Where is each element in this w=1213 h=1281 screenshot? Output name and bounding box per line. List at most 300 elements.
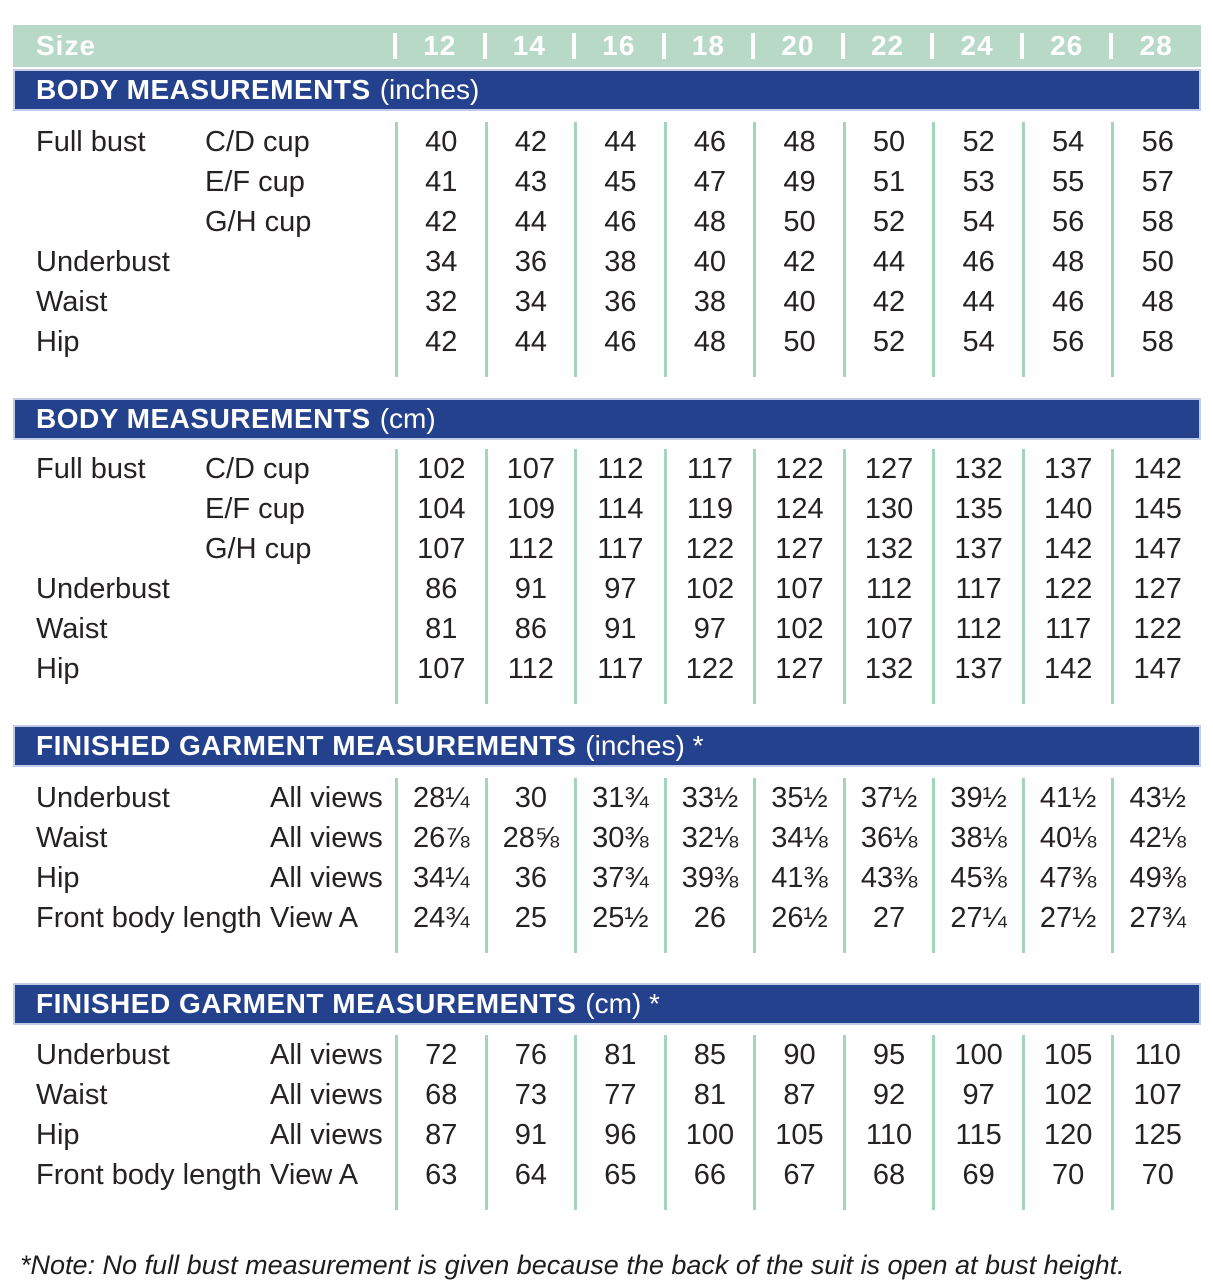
spacer-cell	[1022, 1195, 1112, 1210]
measurement-value: 40	[664, 242, 754, 282]
spacer-cell	[270, 938, 395, 953]
measurement-value: 43	[485, 162, 575, 202]
row-label	[13, 489, 205, 529]
measurement-value: 50	[753, 202, 843, 242]
measurement-value: 107	[395, 649, 485, 689]
measurement-value: 140	[1022, 489, 1112, 529]
row-sublabel: All views	[270, 862, 383, 894]
size-column-header: 26	[1022, 25, 1112, 67]
measurement-value: 36	[485, 242, 575, 282]
measurement-value: 42	[485, 122, 575, 162]
measurement-value: 38	[664, 282, 754, 322]
measurement-value: 127	[843, 449, 933, 489]
measurement-value: 45	[574, 162, 664, 202]
spacer-cell	[395, 362, 485, 377]
measurement-value: 40	[753, 282, 843, 322]
measurement-value: 35½	[753, 778, 843, 818]
measurement-value: 122	[753, 449, 843, 489]
measurement-row	[13, 449, 1201, 489]
spacer-cell	[574, 1195, 664, 1210]
spacer-cell	[485, 689, 575, 704]
row-label: Waist	[36, 613, 108, 645]
measurement-value: 102	[664, 569, 754, 609]
measurement-value: 127	[1111, 569, 1201, 609]
measurement-row	[13, 778, 1201, 818]
spacer-cell	[932, 362, 1022, 377]
measurement-value: 25½	[574, 898, 664, 938]
separator-extension	[13, 1195, 1201, 1210]
spacer-cell	[753, 938, 843, 953]
measurement-value: 46	[1022, 282, 1112, 322]
measurement-value: 39⅜	[664, 858, 754, 898]
row-sublabel	[205, 649, 395, 689]
measurement-value: 132	[932, 449, 1022, 489]
measurement-value: 112	[932, 609, 1022, 649]
section-header-body-measurements-cm	[13, 398, 1201, 440]
spacer-cell	[753, 1195, 843, 1210]
measurement-value: 54	[932, 322, 1022, 362]
row-label: Front body length	[36, 902, 262, 934]
measurement-value: 100	[932, 1035, 1022, 1075]
measurement-value: 47	[664, 162, 754, 202]
row-sublabel	[205, 322, 395, 362]
size-column-header: 14	[485, 25, 575, 67]
measurement-value: 76	[485, 1035, 575, 1075]
row-label	[13, 202, 205, 242]
row-sublabel	[205, 242, 395, 282]
measurement-value: 142	[1022, 529, 1112, 569]
section-title: FINISHED GARMENT MEASUREMENTS	[36, 988, 577, 1019]
measurement-value: 42	[395, 202, 485, 242]
measurement-value: 122	[1022, 569, 1112, 609]
measurement-value: 52	[932, 122, 1022, 162]
measurement-value: 132	[843, 529, 933, 569]
measurement-value: 81	[574, 1035, 664, 1075]
measurement-value: 97	[664, 609, 754, 649]
measurement-value: 46	[574, 322, 664, 362]
measurement-row	[13, 1035, 1201, 1075]
spacer-cell	[485, 1195, 575, 1210]
row-label	[13, 162, 205, 202]
row-sublabel: View A	[270, 902, 359, 934]
size-column-header: 20	[753, 25, 843, 67]
row-label: Underbust	[36, 1039, 170, 1071]
row-label: Waist	[36, 286, 108, 318]
spacer-cell	[843, 689, 933, 704]
spacer-cell	[13, 362, 205, 377]
measurement-value: 70	[1111, 1155, 1201, 1195]
measurement-value: 36⅛	[843, 818, 933, 858]
measurement-value: 68	[395, 1075, 485, 1115]
measurement-value: 27¼	[932, 898, 1022, 938]
measurement-value: 117	[932, 569, 1022, 609]
size-header-label: Size	[36, 30, 97, 61]
measurement-value: 137	[1022, 449, 1112, 489]
measurement-value: 41½	[1022, 778, 1112, 818]
measurement-value: 42	[753, 242, 843, 282]
measurement-value: 48	[664, 202, 754, 242]
measurement-value: 65	[574, 1155, 664, 1195]
measurement-row	[13, 1115, 1201, 1155]
measurement-value: 91	[574, 609, 664, 649]
row-sublabel: G/H cup	[205, 206, 312, 238]
measurement-value: 42	[395, 322, 485, 362]
measurement-value: 127	[753, 649, 843, 689]
spacer-cell	[13, 938, 270, 953]
spacer-cell	[932, 938, 1022, 953]
section-header-finished-garment-measurements-inches	[13, 725, 1201, 767]
section-title: BODY MEASUREMENTS	[36, 403, 371, 434]
measurement-value: 37¾	[574, 858, 664, 898]
measurement-value: 58	[1111, 202, 1201, 242]
measurement-value: 115	[932, 1115, 1022, 1155]
measurement-value: 27	[843, 898, 933, 938]
measurement-row	[13, 162, 1201, 202]
section-title-suffix: (cm) *	[585, 988, 660, 1019]
measurement-value: 147	[1111, 649, 1201, 689]
spacer-cell	[395, 1195, 485, 1210]
measurement-value: 107	[395, 529, 485, 569]
footnote: *Note: No full bust measurement is given because the back of the suit is open at bust height.	[20, 1250, 1125, 1280]
size-column-header: 22	[843, 25, 933, 67]
spacer-cell	[843, 1195, 933, 1210]
measurement-value: 110	[1111, 1035, 1201, 1075]
measurement-value: 46	[664, 122, 754, 162]
spacer-cell	[485, 938, 575, 953]
measurement-value: 52	[843, 202, 933, 242]
spacer-cell	[395, 938, 485, 953]
section-title-suffix: (inches) *	[585, 730, 704, 761]
measurement-row	[13, 1075, 1201, 1115]
measurement-row	[13, 1155, 1201, 1195]
measurement-value: 39½	[932, 778, 1022, 818]
measurement-row	[13, 242, 1201, 282]
measurement-row	[13, 122, 1201, 162]
measurement-value: 102	[753, 609, 843, 649]
row-label: Hip	[36, 653, 80, 685]
row-label: Hip	[36, 1119, 80, 1151]
measurement-value: 90	[753, 1035, 843, 1075]
measurement-value: 34	[395, 242, 485, 282]
measurement-value: 30⅜	[574, 818, 664, 858]
measurement-value: 54	[932, 202, 1022, 242]
measurement-value: 34¼	[395, 858, 485, 898]
measurement-value: 117	[664, 449, 754, 489]
measurement-value: 127	[753, 529, 843, 569]
row-sublabel: E/F cup	[205, 166, 305, 198]
measurement-value: 112	[485, 529, 575, 569]
row-sublabel: All views	[270, 1039, 383, 1071]
size-column-header: 28	[1111, 25, 1201, 67]
measurement-value: 50	[843, 122, 933, 162]
spacer-cell	[395, 689, 485, 704]
section-title: FINISHED GARMENT MEASUREMENTS	[36, 730, 577, 761]
row-sublabel: View A	[270, 1159, 359, 1191]
measurement-value: 100	[664, 1115, 754, 1155]
row-sublabel: C/D cup	[205, 126, 310, 158]
size-chart-content	[13, 25, 1201, 1281]
measurement-row	[13, 489, 1201, 529]
measurement-value: 104	[395, 489, 485, 529]
size-header-row	[13, 25, 1201, 67]
row-sublabel: All views	[270, 1079, 383, 1111]
measurement-row	[13, 649, 1201, 689]
measurement-sections	[13, 69, 1201, 1224]
measurement-value: 56	[1022, 202, 1112, 242]
measurement-row	[13, 898, 1201, 938]
measurement-value: 117	[574, 529, 664, 569]
measurement-value: 117	[1022, 609, 1112, 649]
measurement-value: 27¾	[1111, 898, 1201, 938]
section-rows-finished-garment-measurements-inches	[13, 778, 1201, 967]
measurement-value: 69	[932, 1155, 1022, 1195]
section-header-body-measurements-inches	[13, 69, 1201, 111]
row-label: Hip	[36, 326, 80, 358]
measurement-value: 91	[485, 569, 575, 609]
measurement-value: 125	[1111, 1115, 1201, 1155]
row-label: Front body length	[36, 1159, 262, 1191]
measurement-value: 68	[843, 1155, 933, 1195]
spacer-cell	[753, 362, 843, 377]
spacer-cell	[13, 689, 205, 704]
measurement-value: 102	[1022, 1075, 1112, 1115]
measurement-value: 44	[932, 282, 1022, 322]
size-columns	[395, 25, 1201, 67]
measurement-value: 63	[395, 1155, 485, 1195]
measurement-row	[13, 282, 1201, 322]
measurement-value: 107	[843, 609, 933, 649]
section-rows-body-measurements-inches	[13, 122, 1201, 391]
measurement-value: 44	[485, 202, 575, 242]
measurement-value: 38⅛	[932, 818, 1022, 858]
separator-extension	[13, 362, 1201, 377]
measurement-value: 54	[1022, 122, 1112, 162]
measurement-value: 26½	[753, 898, 843, 938]
spacer-cell	[205, 362, 395, 377]
measurement-value: 26⅞	[395, 818, 485, 858]
measurement-value: 37½	[843, 778, 933, 818]
measurement-value: 56	[1022, 322, 1112, 362]
measurement-value: 142	[1022, 649, 1112, 689]
measurement-value: 142	[1111, 449, 1201, 489]
measurement-value: 48	[753, 122, 843, 162]
measurement-value: 34⅛	[753, 818, 843, 858]
size-column-header: 24	[932, 25, 1022, 67]
row-label: Full bust	[36, 126, 146, 158]
measurement-value: 46	[932, 242, 1022, 282]
measurement-value: 147	[1111, 529, 1201, 569]
measurement-value: 49	[753, 162, 843, 202]
measurement-value: 145	[1111, 489, 1201, 529]
row-sublabel: All views	[270, 822, 383, 854]
measurement-value: 32	[395, 282, 485, 322]
measurement-value: 91	[485, 1115, 575, 1155]
measurement-value: 48	[664, 322, 754, 362]
spacer-cell	[932, 1195, 1022, 1210]
measurement-value: 86	[485, 609, 575, 649]
measurement-row	[13, 202, 1201, 242]
measurement-value: 81	[395, 609, 485, 649]
measurement-value: 36	[574, 282, 664, 322]
measurement-value: 87	[753, 1075, 843, 1115]
measurement-value: 117	[574, 649, 664, 689]
measurement-value: 44	[574, 122, 664, 162]
measurement-value: 66	[664, 1155, 754, 1195]
spacer-cell	[843, 362, 933, 377]
row-label: Waist	[36, 822, 108, 854]
spacer-cell	[1111, 1195, 1201, 1210]
measurement-value: 114	[574, 489, 664, 529]
measurement-value: 43⅜	[843, 858, 933, 898]
row-label: Underbust	[36, 782, 170, 814]
measurement-value: 45⅜	[932, 858, 1022, 898]
measurement-value: 86	[395, 569, 485, 609]
measurement-row	[13, 818, 1201, 858]
row-sublabel: C/D cup	[205, 453, 310, 485]
row-sublabel: G/H cup	[205, 533, 312, 565]
spacer-cell	[664, 938, 754, 953]
measurement-value: 50	[1111, 242, 1201, 282]
row-label: Hip	[36, 862, 80, 894]
measurement-value: 56	[1111, 122, 1201, 162]
measurement-value: 120	[1022, 1115, 1112, 1155]
measurement-value: 42⅛	[1111, 818, 1201, 858]
size-column-header: 16	[574, 25, 664, 67]
spacer-cell	[932, 689, 1022, 704]
measurement-value: 57	[1111, 162, 1201, 202]
measurement-value: 107	[753, 569, 843, 609]
measurement-value: 44	[843, 242, 933, 282]
row-sublabel	[205, 569, 395, 609]
measurement-value: 112	[485, 649, 575, 689]
measurement-value: 77	[574, 1075, 664, 1115]
separator-extension	[13, 938, 1201, 953]
spacer-cell	[574, 938, 664, 953]
measurement-value: 130	[843, 489, 933, 529]
measurement-value: 32⅛	[664, 818, 754, 858]
measurement-value: 67	[753, 1155, 843, 1195]
measurement-value: 38	[574, 242, 664, 282]
row-label: Underbust	[36, 246, 170, 278]
spacer-cell	[1022, 362, 1112, 377]
measurement-value: 85	[664, 1035, 754, 1075]
measurement-value: 73	[485, 1075, 575, 1115]
measurement-value: 40⅛	[1022, 818, 1112, 858]
spacer-cell	[574, 689, 664, 704]
spacer-cell	[843, 938, 933, 953]
measurement-value: 124	[753, 489, 843, 529]
measurement-value: 52	[843, 322, 933, 362]
row-label	[13, 529, 205, 569]
measurement-value: 40	[395, 122, 485, 162]
measurement-value: 81	[664, 1075, 754, 1115]
measurement-value: 64	[485, 1155, 575, 1195]
size-column-header: 12	[395, 25, 485, 67]
spacer-cell	[1111, 689, 1201, 704]
measurement-value: 109	[485, 489, 575, 529]
spacer-cell	[1111, 938, 1201, 953]
measurement-value: 44	[485, 322, 575, 362]
measurement-value: 49⅜	[1111, 858, 1201, 898]
measurement-value: 137	[932, 529, 1022, 569]
section-rows-finished-garment-measurements-cm	[13, 1035, 1201, 1224]
measurement-value: 97	[932, 1075, 1022, 1115]
measurement-value: 46	[574, 202, 664, 242]
measurement-value: 92	[843, 1075, 933, 1115]
spacer-cell	[13, 1195, 270, 1210]
measurement-value: 24¾	[395, 898, 485, 938]
row-sublabel: E/F cup	[205, 493, 305, 525]
spacer-cell	[574, 362, 664, 377]
measurement-value: 107	[1111, 1075, 1201, 1115]
measurement-value: 122	[1111, 609, 1201, 649]
measurement-value: 42	[843, 282, 933, 322]
measurement-value: 53	[932, 162, 1022, 202]
measurement-value: 33½	[664, 778, 754, 818]
spacer-cell	[664, 1195, 754, 1210]
spacer-cell	[205, 689, 395, 704]
row-label: Underbust	[36, 573, 170, 605]
measurement-value: 112	[843, 569, 933, 609]
row-label: Full bust	[36, 453, 146, 485]
measurement-value: 110	[843, 1115, 933, 1155]
row-sublabel	[205, 282, 395, 322]
measurement-value: 51	[843, 162, 933, 202]
measurement-value: 30	[485, 778, 575, 818]
measurement-value: 41	[395, 162, 485, 202]
measurement-value: 72	[395, 1035, 485, 1075]
measurement-value: 28¼	[395, 778, 485, 818]
measurement-value: 132	[843, 649, 933, 689]
measurement-value: 25	[485, 898, 575, 938]
measurement-value: 107	[485, 449, 575, 489]
section-rows-body-measurements-cm	[13, 449, 1201, 718]
measurement-value: 48	[1111, 282, 1201, 322]
measurement-value: 105	[753, 1115, 843, 1155]
measurement-row	[13, 858, 1201, 898]
size-column-header: 18	[664, 25, 754, 67]
section-title: BODY MEASUREMENTS	[36, 74, 371, 105]
measurement-value: 27½	[1022, 898, 1112, 938]
row-sublabel: All views	[270, 782, 383, 814]
measurement-value: 58	[1111, 322, 1201, 362]
spacer-cell	[1111, 362, 1201, 377]
measurement-value: 48	[1022, 242, 1112, 282]
measurement-value: 97	[574, 569, 664, 609]
measurement-value: 135	[932, 489, 1022, 529]
measurement-value: 102	[395, 449, 485, 489]
measurement-value: 112	[574, 449, 664, 489]
measurement-value: 122	[664, 529, 754, 569]
spacer-cell	[1022, 938, 1112, 953]
spacer-cell	[664, 689, 754, 704]
spacer-cell	[753, 689, 843, 704]
measurement-value: 50	[753, 322, 843, 362]
measurement-row	[13, 609, 1201, 649]
measurement-value: 28⅝	[485, 818, 575, 858]
spacer-cell	[664, 362, 754, 377]
row-sublabel	[205, 609, 395, 649]
measurement-row	[13, 322, 1201, 362]
section-header-finished-garment-measurements-cm	[13, 983, 1201, 1025]
measurement-value: 47⅜	[1022, 858, 1112, 898]
section-title-suffix: (inches)	[379, 74, 480, 105]
measurement-row	[13, 569, 1201, 609]
measurement-value: 34	[485, 282, 575, 322]
spacer-cell	[1022, 689, 1112, 704]
row-label: Waist	[36, 1079, 108, 1111]
measurement-value: 41⅜	[753, 858, 843, 898]
